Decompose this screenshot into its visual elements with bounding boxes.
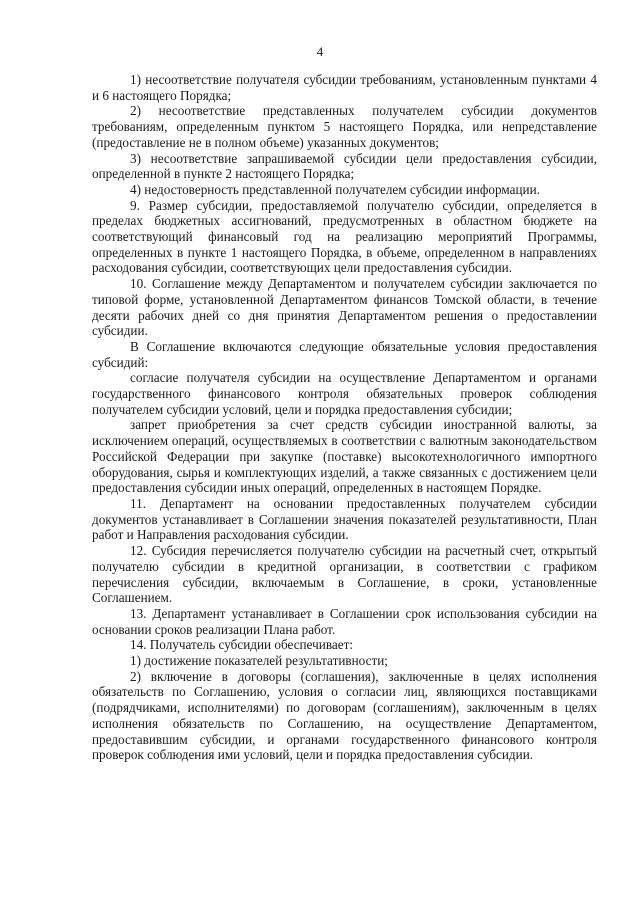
paragraph: 13. Департамент устанавливает в Соглашении срок использования субсидии на основании сроков реализации Плана работ.	[92, 605, 597, 637]
paragraph: 1) достижение показателей результативности;	[130, 653, 388, 669]
paragraph: 11. Департамент на основании предоставленных получателем субсидии документов устанавливает в Соглашении значения показателей результативности, План работ и Направления расходования субсидии.	[92, 495, 597, 543]
page-number: 4	[316, 44, 324, 59]
paragraph: 9. Размер субсидии, предоставляемой получателю субсидии, определяется в пределах бюджетных ассигнований, предусмотренных в областном бюджете на соответствующий финансовый год на реализацию мероприятий Программы, определенных в пункте 1 настоящего Порядка, в объеме, определенном в направлениях расходования субсидии, соответствующих цели предоставления субсидии.	[92, 197, 597, 276]
paragraph: 2) включение в договоры (соглашения), заключенные в целях исполнения обязательств по Соглашению, условия о согласии лиц, являющихся поставщиками (подрядчиками, исполнителями) по договорам (соглашениям), заключенным в целях исполнения обязательств по Соглашению, на осуществление Департаментом, предоставившим субсидии, и органами государственного финансового контроля проверок соблюдения ими условий, цели и порядка предоставления субсидии.	[92, 668, 597, 763]
paragraph: 2) несоответствие представленных получателем субсидии документов требованиям, определенным пунктом 5 настоящего Порядка, или непредставление (предоставление не в полном объеме) указанных документов;	[92, 103, 597, 150]
paragraph: 3) несоответствие запрашиваемой субсидии цели предоставления субсидии, определенной в пункте 2 настоящего Порядка;	[92, 150, 597, 182]
paragraph: 14. Получатель субсидии обеспечивает:	[130, 637, 354, 653]
paragraph: запрет приобретения за счет средств субсидии иностранной валюты, за исключением операций, осуществляемых в соответствии с валютным законодательством Российской Федерации при закупке (поставке) высокотехнологичного импортного оборудования, сырья и комплектующих изделий, а также связанных с достижением цели предоставления субсидии иных операций, определенных в настоящем Порядке.	[92, 417, 597, 496]
paragraph: 1) несоответствие получателя субсидии требованиям, установленным пунктами 4 и 6 настоящего Порядка;	[92, 72, 597, 103]
paragraph: согласие получателя субсидии на осуществление Департаментом и органами государственного финансового контроля обязательных проверок соблюдения получателем субсидии условий, цели и порядка предоставления субсидии;	[92, 370, 597, 417]
document-body	[92, 72, 597, 763]
paragraph: 10. Соглашение между Департаментом и получателем субсидии заключается по типовой форме, установленной Департаментом финансов Томской области, в течение десяти рабочих дней со дня принятия Департаментом решения о предоставлении субсидии.	[92, 276, 597, 339]
paragraph: В Соглашение включаются следующие обязательные условия предоставления субсидий:	[92, 338, 597, 370]
paragraph: 4) недостоверность представленной получателем субсидии информации.	[130, 181, 540, 197]
paragraph: 12. Субсидия перечисляется получателю субсидии на расчетный счет, открытый получателю субсидии в кредитной организации, в соответствии с графиком перечисления субсидии, включаемым в Соглашение, в сроки, установленные Соглашением.	[92, 543, 597, 606]
